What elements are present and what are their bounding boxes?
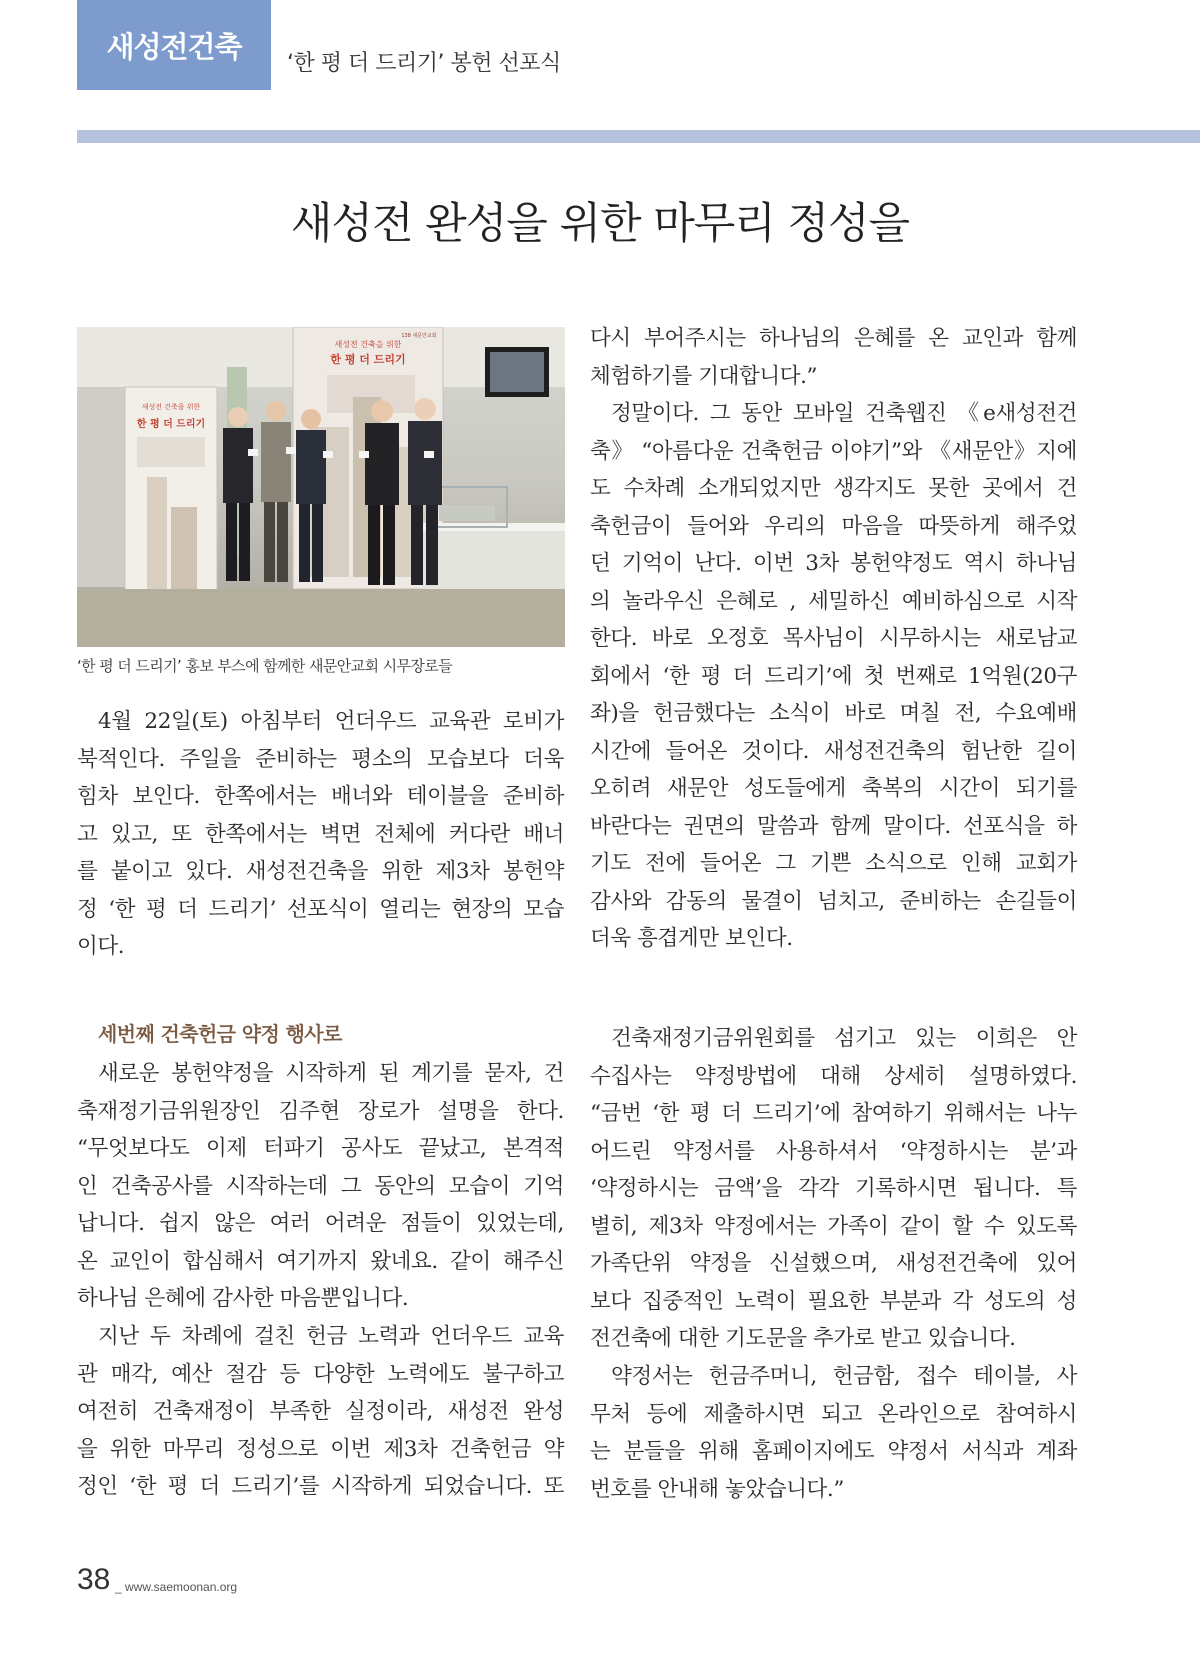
text-line: 회에서 ‘한 평 더 드리기’에 첫 번째로 1억원(20구 (590, 663, 1077, 689)
article-title: 새성전 완성을 위한 마무리 정성을 (290, 199, 910, 249)
text-line: ‘약정하시는 금액’을 각각 기록하시면 됩니다. 특 (590, 1176, 1077, 1201)
text-line: 체험하기를 기대합니다.” (590, 363, 818, 389)
text-line: 시간에 들어온 것이다. 새성전건축의 험난한 길이 (590, 738, 1077, 764)
text-line: 이다. (77, 934, 125, 959)
text-line: 전건축에 대한 기도문을 추가로 받고 있습니다. (590, 1326, 1016, 1351)
text-line: 다시 부어주시는 하나님의 은혜를 온 교인과 함께 (590, 326, 1077, 351)
photo-caption: ‘한 평 더 드리기’ 홍보 부스에 함께한 새문안교회 시무장로들 (77, 657, 453, 675)
section-tab: 새성전건축 (77, 0, 271, 90)
text-line: 번호를 안내해 놓았습니다.” (590, 1476, 844, 1502)
text-line: 별히, 제3차 약정에서는 가족이 같이 할 수 있도록 (590, 1213, 1077, 1239)
text-line: 고 있고, 또 한쪽에서는 벽면 전체에 커다란 배너 (77, 821, 564, 847)
text-line: 정 ‘한 평 더 드리기’ 선포식이 열리는 현장의 모습 (77, 896, 564, 922)
text-line: 는 분들을 위해 홈페이지에도 약정서 서식과 계좌 (590, 1439, 1077, 1464)
right-paragraph-3 (590, 1020, 1077, 1358)
text-line: 지난 두 차례에 걸친 헌금 노력과 언더우드 교육 (98, 1324, 564, 1349)
back-banner-line2: 한 평 더 드리기 (330, 353, 406, 366)
text-line: 정말이다. 그 동안 모바일 건축웹진 《e새성전건 (611, 401, 1077, 426)
text-line: 기도 전에 들어온 그 기쁜 소식으로 인해 교회가 (590, 851, 1077, 876)
text-line: 약정서는 헌금주머니, 헌금함, 접수 테이블, 사 (611, 1364, 1077, 1389)
text-line: 어드린 약정서를 사용하셔서 ‘약정하시는 분’과 (590, 1138, 1077, 1164)
text-line: “금번 ‘한 평 더 드리기’에 참여하기 위해서는 나누 (590, 1101, 1077, 1126)
text-line: 를 붙이고 있다. 새성전건축을 위한 제3차 봉헌약 (77, 859, 564, 884)
text-line: “무엇보다도 이제 터파기 공사도 끝났고, 본격적 (77, 1136, 564, 1161)
text-line: 을 위한 마무리 정성으로 이번 제3차 건축헌금 약 (77, 1436, 564, 1462)
text-line: 인 건축공사를 시작하는데 그 동안의 모습이 기억 (77, 1173, 564, 1199)
text-line: 한다. 바로 오정호 목사님이 시무하시는 새로남교 (590, 626, 1077, 651)
text-line: 관 매각, 예산 절감 등 다양한 노력에도 불구하고 (77, 1361, 564, 1387)
text-line: 북적인다. 주일을 준비하는 평소의 모습보다 더욱 (77, 746, 564, 772)
text-line: 무처 등에 제출하시면 되고 온라인으로 참여하시 (590, 1401, 1077, 1427)
text-line: 수집사는 약정방법에 대해 상세히 설명하였다. (590, 1063, 1077, 1089)
text-line: 축재정기금위원장인 김주현 장로가 설명을 한다. (77, 1098, 564, 1124)
text-line: 던 기억이 난다. 이번 3차 봉헌약정도 역시 하나님 (590, 551, 1077, 576)
text-line: 의 놀라우신 은혜로 , 세밀하신 예비하심으로 시작 (590, 588, 1077, 614)
text-line: 힘차 보인다. 한쪽에서는 배너와 테이블을 준비하 (77, 784, 564, 809)
right-paragraph-2 (590, 395, 1077, 958)
left-paragraph-1 (77, 703, 564, 966)
text-line: 온 교인이 합심해서 여기까지 왔네요. 같이 해주신 (77, 1248, 564, 1274)
text-line: 새로운 봉헌약정을 시작하게 된 계기를 묻자, 건 (98, 1061, 564, 1086)
text-line: 더욱 흥겹게만 보인다. (590, 926, 793, 951)
section-subtitle: ‘한 평 더 드리기’ 봉헌 선포식 (287, 51, 561, 76)
page-number: 38 (77, 1563, 111, 1596)
left-paragraph-2 (77, 1055, 564, 1318)
text-line: 도 수차례 소개되었지만 생각지도 못한 곳에서 건 (590, 476, 1077, 501)
text-line: 정인 ‘한 평 더 드리기’를 시작하게 되었습니다. 또 (77, 1474, 564, 1499)
text-line: 좌)을 헌금했다는 소식이 바로 며칠 전, 수요예배 (590, 701, 1077, 726)
left-paragraph-3 (77, 1318, 564, 1506)
right-paragraph-4 (590, 1358, 1077, 1508)
text-line: 4월 22일(토) 아침부터 언더우드 교육관 로비가 (98, 709, 564, 734)
text-line: 축》 “아름다운 건축헌금 이야기”와 《새문안》지에 (590, 438, 1077, 464)
left-banner-line1: 새성전 건축을 위한 (141, 403, 201, 411)
text-line: 보다 집중적인 노력이 필요한 부분과 각 성도의 성 (590, 1288, 1077, 1314)
subheading: 세번째 건축헌금 약정 행사로 (98, 1022, 342, 1046)
text-line: 축헌금이 들어와 우리의 마음을 따뜻하게 해주었 (590, 513, 1077, 539)
right-paragraph-1 (590, 320, 1077, 395)
text-line: 건축재정기금위원회를 섬기고 있는 이희은 안 (611, 1026, 1077, 1051)
text-line: 여전히 건축재정이 부족한 실정이라, 새성전 완성 (77, 1399, 564, 1424)
back-banner-logo: 138 새문안교회 (401, 333, 437, 339)
header-rule (77, 130, 1200, 143)
back-banner-line1: 새성전 건축을 위한 (334, 340, 402, 349)
event-photo-illustration (77, 327, 565, 647)
text-line: 납니다. 쉽지 않은 여러 어려운 점들이 있었는데, (77, 1211, 564, 1236)
text-line: 바란다는 권면의 말씀과 함께 말이다. 선포식을 하 (590, 813, 1077, 839)
event-photo (77, 327, 565, 647)
text-line: 가족단위 약정을 신설했으며, 새성전건축에 있어 (590, 1251, 1077, 1276)
text-line: 오히려 새문안 성도들에게 축복의 시간이 되기를 (590, 776, 1077, 801)
text-line: 하나님 은혜에 감사한 마음뿐입니다. (77, 1286, 409, 1311)
left-banner-line2: 한 평 더 드리기 (136, 419, 206, 430)
footer-website: _ www.saemoonan.org (115, 1580, 238, 1594)
text-line: 감사와 감동의 물결이 넘치고, 준비하는 손길들이 (590, 888, 1077, 914)
